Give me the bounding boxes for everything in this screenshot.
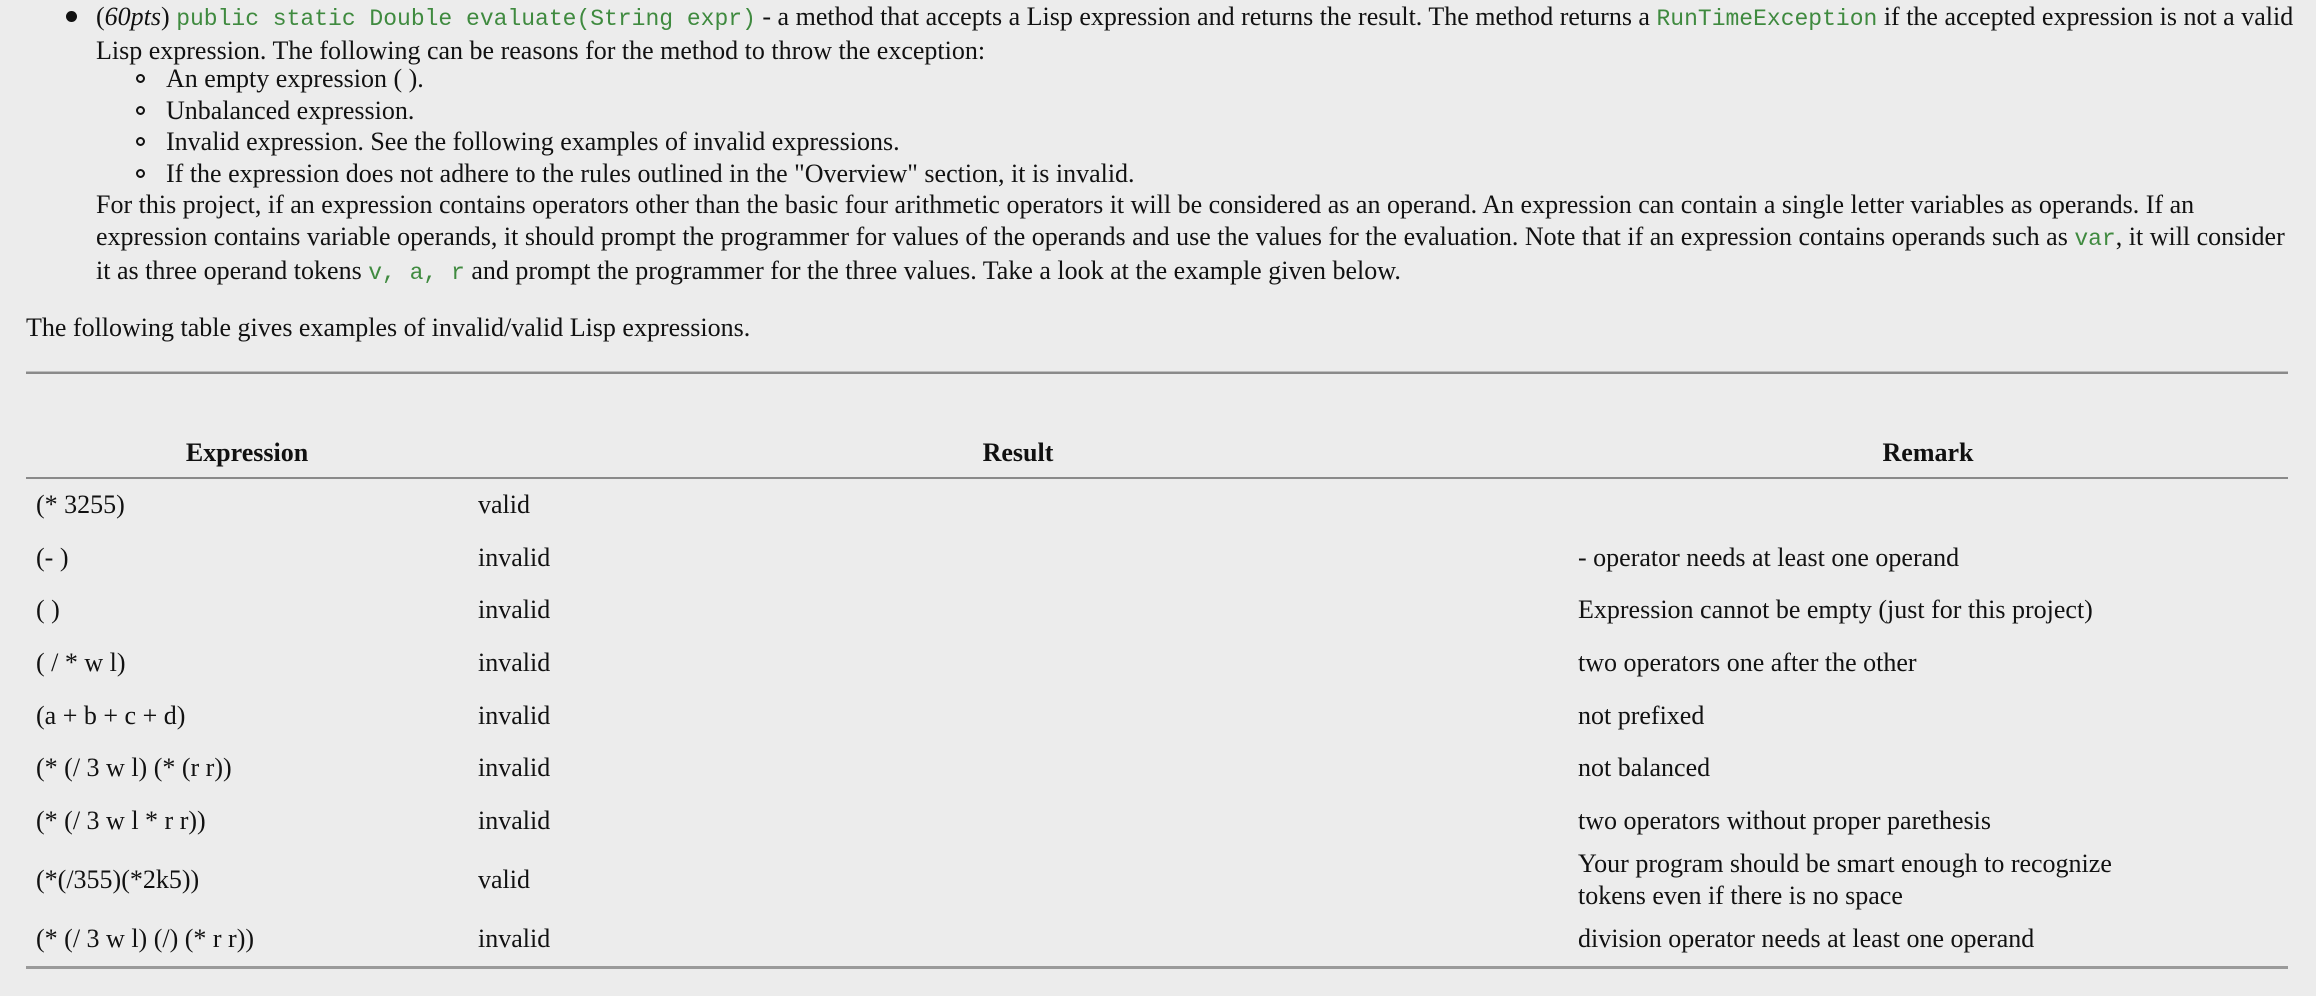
cell-remark: two operators without proper parethesis bbox=[1578, 805, 1992, 835]
cell-result: invalid bbox=[478, 648, 551, 678]
header-expression: Expression bbox=[26, 429, 468, 478]
cell-result: invalid bbox=[478, 805, 551, 835]
table-row bbox=[26, 584, 2288, 637]
header-result: Result bbox=[468, 429, 1568, 478]
code-var-tokens: v, a, r bbox=[368, 260, 465, 286]
cell-expression: (* (/ 3 w l * r r)) bbox=[36, 805, 206, 835]
method-description: (60pts) public static Double evaluate(String expr) - a method that accepts a Lisp expression and returns the result. The method returns a RunTimeException if the accepted expression is not a valid Lisp expression. The following can be reasons for the method to throw the exception: bbox=[96, 2, 2294, 65]
cell-remark: not balanced bbox=[1578, 753, 1711, 783]
code-var: var bbox=[2074, 226, 2116, 252]
cell-remark: Expression cannot be empty (just for this project) bbox=[1578, 595, 2093, 625]
bullet-disc-icon bbox=[66, 11, 77, 22]
cell-result: invalid bbox=[468, 913, 1568, 967]
points-label: 60pts bbox=[104, 2, 162, 31]
method-desc-part2: if the accepted expression is not a valid Lisp expression. The following can be reasons for the method to throw the exception: bbox=[96, 2, 2294, 65]
reason-item bbox=[136, 158, 1135, 190]
reason-text: An empty expression ( ). bbox=[166, 64, 424, 93]
cell-expression: (* 3255) bbox=[36, 490, 125, 520]
table-row bbox=[26, 532, 2288, 585]
cell-result: invalid bbox=[478, 753, 551, 783]
cell-remark: - operator needs at least one operand bbox=[1578, 542, 1960, 572]
horizontal-rule bbox=[26, 371, 2288, 374]
reason-text: Invalid expression. See the following examples of invalid expressions. bbox=[166, 127, 900, 156]
method-signature: public static Double evaluate(String expr) bbox=[176, 6, 756, 32]
header-remark: Remark bbox=[1568, 429, 2288, 478]
cell-expression: (* (/ 3 w l) (/) (* r r)) bbox=[26, 913, 468, 967]
cell-result: valid bbox=[478, 490, 530, 520]
cell-expression: (- ) bbox=[36, 542, 69, 572]
cell-expression: (* (/ 3 w l) (* (r r)) bbox=[36, 753, 232, 783]
method-desc-part1: - a method that accepts a Lisp expression and returns the result. The method returns a bbox=[755, 2, 1657, 31]
bullet-circle-icon bbox=[136, 137, 145, 146]
table-row bbox=[26, 795, 2288, 848]
bullet-circle-icon bbox=[136, 74, 145, 83]
remark-line-2: tokens even if there is no space bbox=[1578, 881, 1903, 911]
exception-name: RunTimeException bbox=[1656, 6, 1878, 32]
cell-result: valid bbox=[478, 865, 530, 895]
table-row bbox=[26, 847, 2288, 913]
bullet-circle-icon bbox=[136, 169, 145, 178]
reasons-list bbox=[136, 63, 1135, 189]
expressions-table bbox=[26, 429, 2288, 969]
followup-text-3: and prompt the programmer for the three values. Take a look at the example given below. bbox=[464, 256, 1401, 285]
reason-item bbox=[136, 63, 1135, 95]
table-row bbox=[26, 742, 2288, 795]
table-header-row bbox=[26, 429, 2288, 478]
cell-expression: ( ) bbox=[36, 595, 60, 625]
reason-item bbox=[136, 126, 1135, 158]
reason-item bbox=[136, 95, 1135, 127]
followup-text-2: , it will consider it as three operand tokens bbox=[96, 222, 2285, 285]
cell-remark bbox=[1568, 847, 2288, 913]
cell-expression: ( / * w l) bbox=[36, 648, 126, 678]
cell-result: invalid bbox=[478, 542, 551, 572]
cell-result: invalid bbox=[478, 700, 551, 730]
reason-text: Unbalanced expression. bbox=[166, 95, 415, 125]
reason-text: If the expression does not adhere to the rules outlined in the "Overview" section, it is invalid. bbox=[166, 158, 1135, 188]
table-row bbox=[26, 913, 2288, 967]
operand-rules-paragraph bbox=[96, 189, 2296, 289]
cell-expression: (*(/355)(*2k5)) bbox=[36, 865, 200, 895]
cell-result: invalid bbox=[478, 595, 551, 625]
followup-text-1: For this project, if an expression contains operators other than the basic four arithmetic operators it will be considered as an operand. An expression can contain a single letter variables as operands. If an expression contains variable operands, it should prompt the programmer for values of the operands and use the values for the evaluation. Note that if an expression contains operands such as bbox=[96, 190, 2195, 251]
table-row bbox=[26, 637, 2288, 690]
cell-remark: division operator needs at least one operand bbox=[1568, 913, 2288, 967]
table-row bbox=[26, 689, 2288, 742]
cell-remark: not prefixed bbox=[1578, 700, 1705, 730]
table-row bbox=[26, 478, 2288, 532]
cell-remark: two operators one after the other bbox=[1578, 648, 1917, 678]
bullet-circle-icon bbox=[136, 106, 145, 115]
table-intro: The following table gives examples of invalid/valid Lisp expressions. bbox=[26, 313, 751, 342]
cell-remark bbox=[1568, 478, 2288, 532]
cell-expression: (a + b + c + d) bbox=[36, 700, 186, 730]
remark-line-1: Your program should be smart enough to recognize bbox=[1578, 849, 2112, 879]
